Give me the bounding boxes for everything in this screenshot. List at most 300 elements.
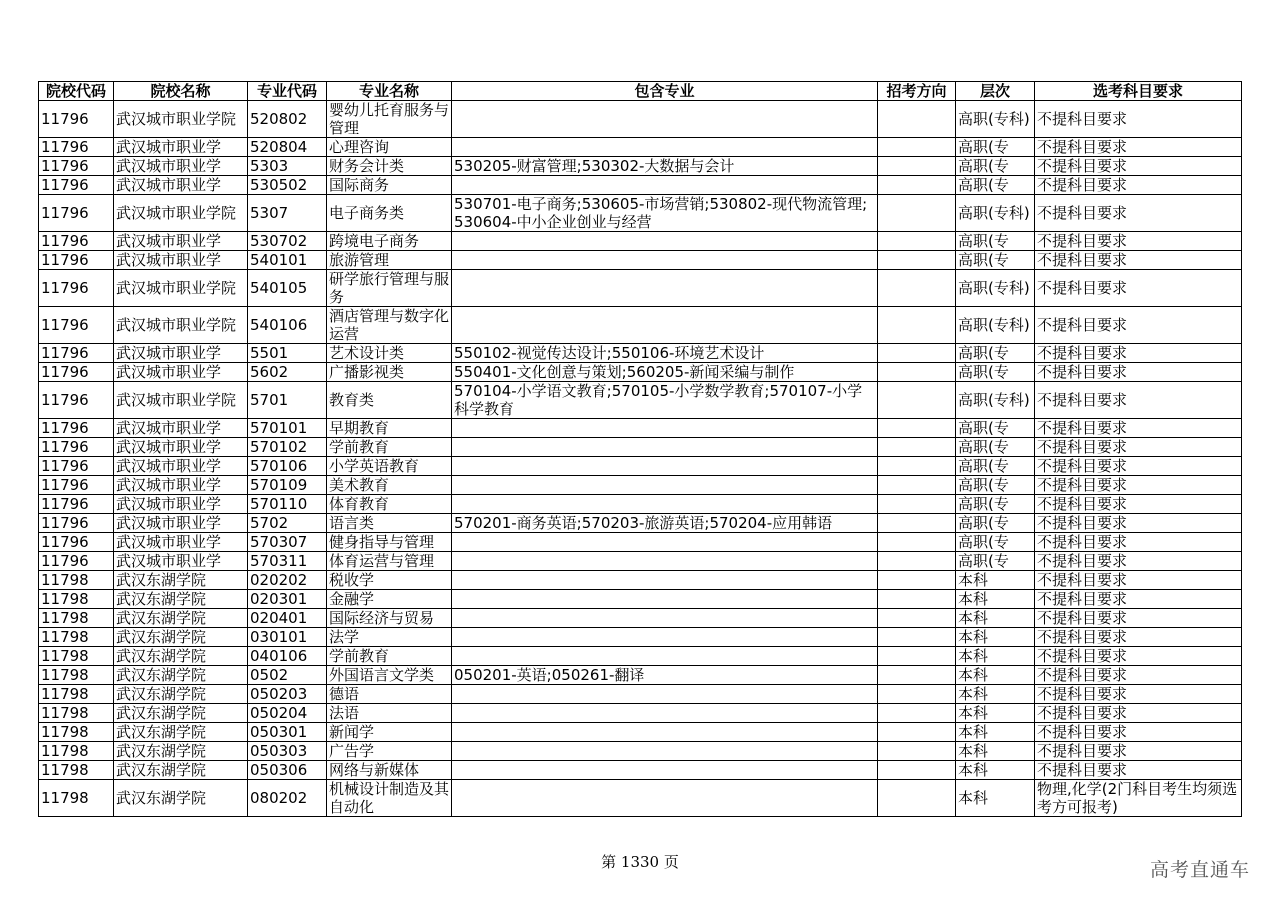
- cell-school-name: 武汉城市职业学: [114, 363, 248, 382]
- cell-direction: [878, 590, 956, 609]
- cell-direction: [878, 742, 956, 761]
- table-row: [39, 382, 1242, 419]
- cell-included-majors: [452, 552, 878, 571]
- cell-direction: [878, 232, 956, 251]
- cell-direction: [878, 647, 956, 666]
- cell-included-majors: [452, 495, 878, 514]
- cell-level: 高职(专: [956, 232, 1035, 251]
- cell-subject-requirement: 不提科目要求: [1035, 590, 1242, 609]
- cell-school-code: 11796: [39, 514, 114, 533]
- cell-major-code: 570102: [248, 438, 327, 457]
- table-row: [39, 176, 1242, 195]
- cell-direction: [878, 685, 956, 704]
- cell-included-majors: [452, 438, 878, 457]
- cell-major-name: 婴幼儿托育服务与管理: [327, 101, 452, 138]
- col-header-direction: 招考方向: [878, 82, 956, 101]
- table-row: [39, 590, 1242, 609]
- cell-subject-requirement: 不提科目要求: [1035, 457, 1242, 476]
- cell-school-name: 武汉城市职业学: [114, 232, 248, 251]
- table-row: [39, 514, 1242, 533]
- cell-school-code: 11798: [39, 704, 114, 723]
- cell-level: 本科: [956, 780, 1035, 817]
- cell-major-name: 心理咨询: [327, 138, 452, 157]
- table-row: [39, 344, 1242, 363]
- cell-major-name: 小学英语教育: [327, 457, 452, 476]
- cell-level: 高职(专: [956, 138, 1035, 157]
- cell-level: 高职(专: [956, 552, 1035, 571]
- cell-direction: [878, 270, 956, 307]
- cell-level: 高职(专: [956, 533, 1035, 552]
- cell-included-majors: [452, 251, 878, 270]
- table-row: [39, 685, 1242, 704]
- cell-level: 本科: [956, 704, 1035, 723]
- table-row: [39, 647, 1242, 666]
- cell-level: 本科: [956, 685, 1035, 704]
- cell-major-name: 语言类: [327, 514, 452, 533]
- cell-major-code: 540106: [248, 307, 327, 344]
- table-row: [39, 666, 1242, 685]
- cell-level: 高职(专科): [956, 101, 1035, 138]
- cell-level: 高职(专: [956, 363, 1035, 382]
- cell-school-name: 武汉东湖学院: [114, 761, 248, 780]
- cell-major-code: 570109: [248, 476, 327, 495]
- cell-school-name: 武汉东湖学院: [114, 742, 248, 761]
- cell-included-majors: [452, 609, 878, 628]
- cell-subject-requirement: 不提科目要求: [1035, 251, 1242, 270]
- cell-included-majors: [452, 571, 878, 590]
- cell-direction: [878, 571, 956, 590]
- cell-direction: [878, 307, 956, 344]
- cell-major-code: 020202: [248, 571, 327, 590]
- cell-school-name: 武汉城市职业学: [114, 251, 248, 270]
- cell-level: 高职(专: [956, 514, 1035, 533]
- cell-major-name: 新闻学: [327, 723, 452, 742]
- cell-level: 高职(专: [956, 457, 1035, 476]
- cell-major-name: 国际商务: [327, 176, 452, 195]
- cell-school-code: 11796: [39, 157, 114, 176]
- cell-school-name: 武汉东湖学院: [114, 647, 248, 666]
- cell-level: 本科: [956, 666, 1035, 685]
- cell-school-name: 武汉东湖学院: [114, 628, 248, 647]
- cell-school-name: 武汉东湖学院: [114, 704, 248, 723]
- cell-major-code: 5702: [248, 514, 327, 533]
- cell-level: 高职(专: [956, 251, 1035, 270]
- cell-major-code: 540105: [248, 270, 327, 307]
- cell-school-code: 11796: [39, 552, 114, 571]
- cell-school-code: 11796: [39, 176, 114, 195]
- cell-school-code: 11796: [39, 307, 114, 344]
- cell-major-name: 广告学: [327, 742, 452, 761]
- cell-major-code: 530702: [248, 232, 327, 251]
- cell-major-code: 570101: [248, 419, 327, 438]
- cell-included-majors: [452, 101, 878, 138]
- cell-level: 高职(专科): [956, 195, 1035, 232]
- cell-school-name: 武汉城市职业学院: [114, 307, 248, 344]
- cell-major-name: 法学: [327, 628, 452, 647]
- cell-level: 高职(专: [956, 419, 1035, 438]
- cell-direction: [878, 666, 956, 685]
- cell-level: 高职(专: [956, 176, 1035, 195]
- cell-included-majors: 050201-英语;050261-翻译: [452, 666, 878, 685]
- cell-major-name: 金融学: [327, 590, 452, 609]
- cell-school-name: 武汉东湖学院: [114, 723, 248, 742]
- cell-school-name: 武汉城市职业学: [114, 533, 248, 552]
- table-row: [39, 270, 1242, 307]
- cell-subject-requirement: 不提科目要求: [1035, 647, 1242, 666]
- cell-included-majors: [452, 457, 878, 476]
- cell-level: 高职(专: [956, 344, 1035, 363]
- cell-included-majors: [452, 761, 878, 780]
- cell-subject-requirement: 不提科目要求: [1035, 723, 1242, 742]
- table-row: [39, 571, 1242, 590]
- cell-major-code: 530502: [248, 176, 327, 195]
- cell-school-name: 武汉东湖学院: [114, 666, 248, 685]
- table-row: [39, 363, 1242, 382]
- cell-direction: [878, 495, 956, 514]
- col-header-subject-requirement: 选考科目要求: [1035, 82, 1242, 101]
- cell-school-name: 武汉城市职业学: [114, 344, 248, 363]
- cell-subject-requirement: 不提科目要求: [1035, 609, 1242, 628]
- cell-school-code: 11798: [39, 761, 114, 780]
- cell-subject-requirement: 不提科目要求: [1035, 307, 1242, 344]
- table-row: [39, 742, 1242, 761]
- cell-subject-requirement: 不提科目要求: [1035, 761, 1242, 780]
- table-row: [39, 780, 1242, 817]
- table-row: [39, 251, 1242, 270]
- cell-school-code: 11798: [39, 723, 114, 742]
- cell-major-code: 5307: [248, 195, 327, 232]
- admission-table: [38, 81, 1242, 817]
- cell-major-code: 5501: [248, 344, 327, 363]
- cell-school-name: 武汉城市职业学院: [114, 195, 248, 232]
- table-row: [39, 495, 1242, 514]
- table-row: [39, 138, 1242, 157]
- watermark: 高考直通车: [1149, 859, 1250, 881]
- cell-included-majors: 550102-视觉传达设计;550106-环境艺术设计: [452, 344, 878, 363]
- cell-major-code: 020401: [248, 609, 327, 628]
- cell-included-majors: [452, 476, 878, 495]
- cell-school-name: 武汉城市职业学: [114, 457, 248, 476]
- cell-included-majors: [452, 270, 878, 307]
- col-header-school-name: 院校名称: [114, 82, 248, 101]
- cell-subject-requirement: 不提科目要求: [1035, 363, 1242, 382]
- col-header-major-name: 专业名称: [327, 82, 452, 101]
- cell-direction: [878, 251, 956, 270]
- cell-school-code: 11796: [39, 438, 114, 457]
- cell-subject-requirement: 不提科目要求: [1035, 438, 1242, 457]
- cell-subject-requirement: 不提科目要求: [1035, 742, 1242, 761]
- table-row: [39, 419, 1242, 438]
- cell-included-majors: [452, 780, 878, 817]
- cell-school-name: 武汉城市职业学: [114, 514, 248, 533]
- cell-school-code: 11796: [39, 457, 114, 476]
- cell-school-code: 11796: [39, 138, 114, 157]
- cell-major-name: 酒店管理与数字化运营: [327, 307, 452, 344]
- cell-subject-requirement: 不提科目要求: [1035, 628, 1242, 647]
- cell-subject-requirement: 不提科目要求: [1035, 476, 1242, 495]
- cell-direction: [878, 780, 956, 817]
- cell-school-code: 11796: [39, 419, 114, 438]
- cell-school-name: 武汉城市职业学: [114, 176, 248, 195]
- cell-major-name: 机械设计制造及其自动化: [327, 780, 452, 817]
- cell-major-code: 050306: [248, 761, 327, 780]
- col-header-school-code: 院校代码: [39, 82, 114, 101]
- cell-school-code: 11798: [39, 628, 114, 647]
- cell-school-code: 11796: [39, 363, 114, 382]
- cell-major-name: 财务会计类: [327, 157, 452, 176]
- cell-included-majors: [452, 685, 878, 704]
- cell-subject-requirement: 不提科目要求: [1035, 344, 1242, 363]
- cell-subject-requirement: 不提科目要求: [1035, 419, 1242, 438]
- table-row: [39, 476, 1242, 495]
- cell-school-name: 武汉东湖学院: [114, 609, 248, 628]
- cell-major-code: 030101: [248, 628, 327, 647]
- cell-direction: [878, 195, 956, 232]
- cell-major-code: 5701: [248, 382, 327, 419]
- table-row: [39, 533, 1242, 552]
- table-row: [39, 628, 1242, 647]
- cell-school-code: 11798: [39, 590, 114, 609]
- cell-level: 本科: [956, 723, 1035, 742]
- cell-school-code: 11796: [39, 533, 114, 552]
- cell-included-majors: [452, 647, 878, 666]
- cell-major-code: 050301: [248, 723, 327, 742]
- cell-major-code: 520802: [248, 101, 327, 138]
- cell-direction: [878, 101, 956, 138]
- cell-major-code: 540101: [248, 251, 327, 270]
- col-header-level: 层次: [956, 82, 1035, 101]
- cell-major-code: 0502: [248, 666, 327, 685]
- table-row: [39, 195, 1242, 232]
- cell-direction: [878, 552, 956, 571]
- page-number: 第 1330 页: [601, 853, 679, 871]
- cell-major-name: 艺术设计类: [327, 344, 452, 363]
- cell-major-name: 体育教育: [327, 495, 452, 514]
- cell-major-name: 国际经济与贸易: [327, 609, 452, 628]
- cell-level: 本科: [956, 590, 1035, 609]
- cell-level: 高职(专科): [956, 270, 1035, 307]
- cell-level: 本科: [956, 628, 1035, 647]
- cell-subject-requirement: 不提科目要求: [1035, 571, 1242, 590]
- table-row: [39, 101, 1242, 138]
- cell-school-code: 11798: [39, 780, 114, 817]
- col-header-included-majors: 包含专业: [452, 82, 878, 101]
- table-row: [39, 457, 1242, 476]
- cell-school-code: 11798: [39, 742, 114, 761]
- cell-level: 本科: [956, 571, 1035, 590]
- cell-school-name: 武汉东湖学院: [114, 780, 248, 817]
- table-row: [39, 704, 1242, 723]
- table-row: [39, 552, 1242, 571]
- cell-major-code: 050204: [248, 704, 327, 723]
- header-row: [39, 82, 1242, 101]
- cell-school-name: 武汉城市职业学: [114, 157, 248, 176]
- cell-direction: [878, 363, 956, 382]
- cell-school-name: 武汉东湖学院: [114, 685, 248, 704]
- cell-included-majors: [452, 704, 878, 723]
- cell-major-code: 570307: [248, 533, 327, 552]
- cell-school-name: 武汉城市职业学院: [114, 382, 248, 419]
- cell-major-name: 电子商务类: [327, 195, 452, 232]
- cell-major-code: 570311: [248, 552, 327, 571]
- cell-major-name: 外国语言文学类: [327, 666, 452, 685]
- cell-level: 高职(专科): [956, 382, 1035, 419]
- cell-direction: [878, 176, 956, 195]
- cell-major-name: 法语: [327, 704, 452, 723]
- cell-direction: [878, 704, 956, 723]
- cell-subject-requirement: 不提科目要求: [1035, 195, 1242, 232]
- cell-level: 高职(专: [956, 157, 1035, 176]
- cell-direction: [878, 382, 956, 419]
- cell-major-code: 570110: [248, 495, 327, 514]
- cell-level: 高职(专: [956, 438, 1035, 457]
- cell-included-majors: 570104-小学语文教育;570105-小学数学教育;570107-小学科学教育: [452, 382, 878, 419]
- cell-major-name: 研学旅行管理与服务: [327, 270, 452, 307]
- cell-subject-requirement: 不提科目要求: [1035, 232, 1242, 251]
- cell-included-majors: 530701-电子商务;530605-市场营销;530802-现代物流管理;530604-中小企业创业与经营: [452, 195, 878, 232]
- cell-subject-requirement: 不提科目要求: [1035, 382, 1242, 419]
- cell-subject-requirement: 不提科目要求: [1035, 704, 1242, 723]
- cell-school-name: 武汉东湖学院: [114, 571, 248, 590]
- cell-major-name: 学前教育: [327, 438, 452, 457]
- cell-school-name: 武汉城市职业学: [114, 476, 248, 495]
- cell-major-code: 5303: [248, 157, 327, 176]
- cell-subject-requirement: 不提科目要求: [1035, 495, 1242, 514]
- cell-major-name: 教育类: [327, 382, 452, 419]
- cell-school-code: 11796: [39, 251, 114, 270]
- cell-major-code: 050303: [248, 742, 327, 761]
- cell-major-name: 健身指导与管理: [327, 533, 452, 552]
- cell-school-code: 11796: [39, 495, 114, 514]
- cell-subject-requirement: 不提科目要求: [1035, 552, 1242, 571]
- cell-level: 本科: [956, 609, 1035, 628]
- cell-school-code: 11796: [39, 270, 114, 307]
- cell-school-code: 11796: [39, 382, 114, 419]
- cell-school-code: 11796: [39, 101, 114, 138]
- cell-major-code: 5602: [248, 363, 327, 382]
- cell-level: 本科: [956, 647, 1035, 666]
- cell-school-name: 武汉东湖学院: [114, 590, 248, 609]
- cell-level: 高职(专: [956, 476, 1035, 495]
- cell-major-name: 广播影视类: [327, 363, 452, 382]
- table-row: [39, 723, 1242, 742]
- cell-included-majors: 570201-商务英语;570203-旅游英语;570204-应用韩语: [452, 514, 878, 533]
- cell-major-name: 旅游管理: [327, 251, 452, 270]
- cell-school-code: 11798: [39, 666, 114, 685]
- cell-direction: [878, 609, 956, 628]
- cell-level: 高职(专: [956, 495, 1035, 514]
- table-row: [39, 157, 1242, 176]
- cell-included-majors: [452, 533, 878, 552]
- cell-major-name: 学前教育: [327, 647, 452, 666]
- cell-direction: [878, 138, 956, 157]
- cell-major-code: 050203: [248, 685, 327, 704]
- cell-subject-requirement: 不提科目要求: [1035, 270, 1242, 307]
- cell-included-majors: [452, 628, 878, 647]
- cell-subject-requirement: 不提科目要求: [1035, 514, 1242, 533]
- cell-school-code: 11796: [39, 344, 114, 363]
- cell-included-majors: [452, 723, 878, 742]
- cell-school-name: 武汉城市职业学: [114, 495, 248, 514]
- cell-school-code: 11798: [39, 571, 114, 590]
- cell-direction: [878, 723, 956, 742]
- cell-included-majors: [452, 138, 878, 157]
- cell-subject-requirement: 不提科目要求: [1035, 533, 1242, 552]
- cell-school-code: 11796: [39, 232, 114, 251]
- cell-subject-requirement: 不提科目要求: [1035, 138, 1242, 157]
- cell-direction: [878, 438, 956, 457]
- cell-included-majors: 530205-财富管理;530302-大数据与会计: [452, 157, 878, 176]
- cell-direction: [878, 476, 956, 495]
- cell-school-code: 11796: [39, 476, 114, 495]
- cell-subject-requirement: 不提科目要求: [1035, 176, 1242, 195]
- cell-major-code: 020301: [248, 590, 327, 609]
- cell-school-name: 武汉城市职业学: [114, 419, 248, 438]
- cell-included-majors: 550401-文化创意与策划;560205-新闻采编与制作: [452, 363, 878, 382]
- cell-subject-requirement: 不提科目要求: [1035, 157, 1242, 176]
- cell-school-name: 武汉城市职业学院: [114, 101, 248, 138]
- cell-subject-requirement: 不提科目要求: [1035, 685, 1242, 704]
- cell-major-name: 税收学: [327, 571, 452, 590]
- cell-subject-requirement: 物理,化学(2门科目考生均须选考方可报考): [1035, 780, 1242, 817]
- cell-major-code: 040106: [248, 647, 327, 666]
- cell-major-code: 080202: [248, 780, 327, 817]
- cell-included-majors: [452, 742, 878, 761]
- cell-direction: [878, 761, 956, 780]
- table-row: [39, 232, 1242, 251]
- cell-major-name: 体育运营与管理: [327, 552, 452, 571]
- cell-level: 本科: [956, 761, 1035, 780]
- cell-school-name: 武汉城市职业学: [114, 138, 248, 157]
- cell-level: 高职(专科): [956, 307, 1035, 344]
- cell-direction: [878, 533, 956, 552]
- cell-subject-requirement: 不提科目要求: [1035, 101, 1242, 138]
- cell-direction: [878, 157, 956, 176]
- cell-major-code: 520804: [248, 138, 327, 157]
- cell-direction: [878, 419, 956, 438]
- table-row: [39, 438, 1242, 457]
- cell-subject-requirement: 不提科目要求: [1035, 666, 1242, 685]
- cell-included-majors: [452, 176, 878, 195]
- cell-direction: [878, 344, 956, 363]
- cell-included-majors: [452, 307, 878, 344]
- cell-school-name: 武汉城市职业学: [114, 552, 248, 571]
- table-row: [39, 307, 1242, 344]
- cell-major-name: 美术教育: [327, 476, 452, 495]
- cell-included-majors: [452, 232, 878, 251]
- cell-direction: [878, 514, 956, 533]
- cell-major-code: 570106: [248, 457, 327, 476]
- cell-major-name: 早期教育: [327, 419, 452, 438]
- cell-school-code: 11798: [39, 685, 114, 704]
- cell-direction: [878, 628, 956, 647]
- cell-direction: [878, 457, 956, 476]
- cell-major-name: 跨境电子商务: [327, 232, 452, 251]
- cell-school-name: 武汉城市职业学: [114, 438, 248, 457]
- col-header-major-code: 专业代码: [248, 82, 327, 101]
- table-row: [39, 609, 1242, 628]
- cell-included-majors: [452, 590, 878, 609]
- cell-school-code: 11796: [39, 195, 114, 232]
- cell-major-name: 网络与新媒体: [327, 761, 452, 780]
- cell-school-name: 武汉城市职业学院: [114, 270, 248, 307]
- cell-school-code: 11798: [39, 609, 114, 628]
- table-row: [39, 761, 1242, 780]
- cell-level: 本科: [956, 742, 1035, 761]
- cell-major-name: 德语: [327, 685, 452, 704]
- cell-included-majors: [452, 419, 878, 438]
- cell-school-code: 11798: [39, 647, 114, 666]
